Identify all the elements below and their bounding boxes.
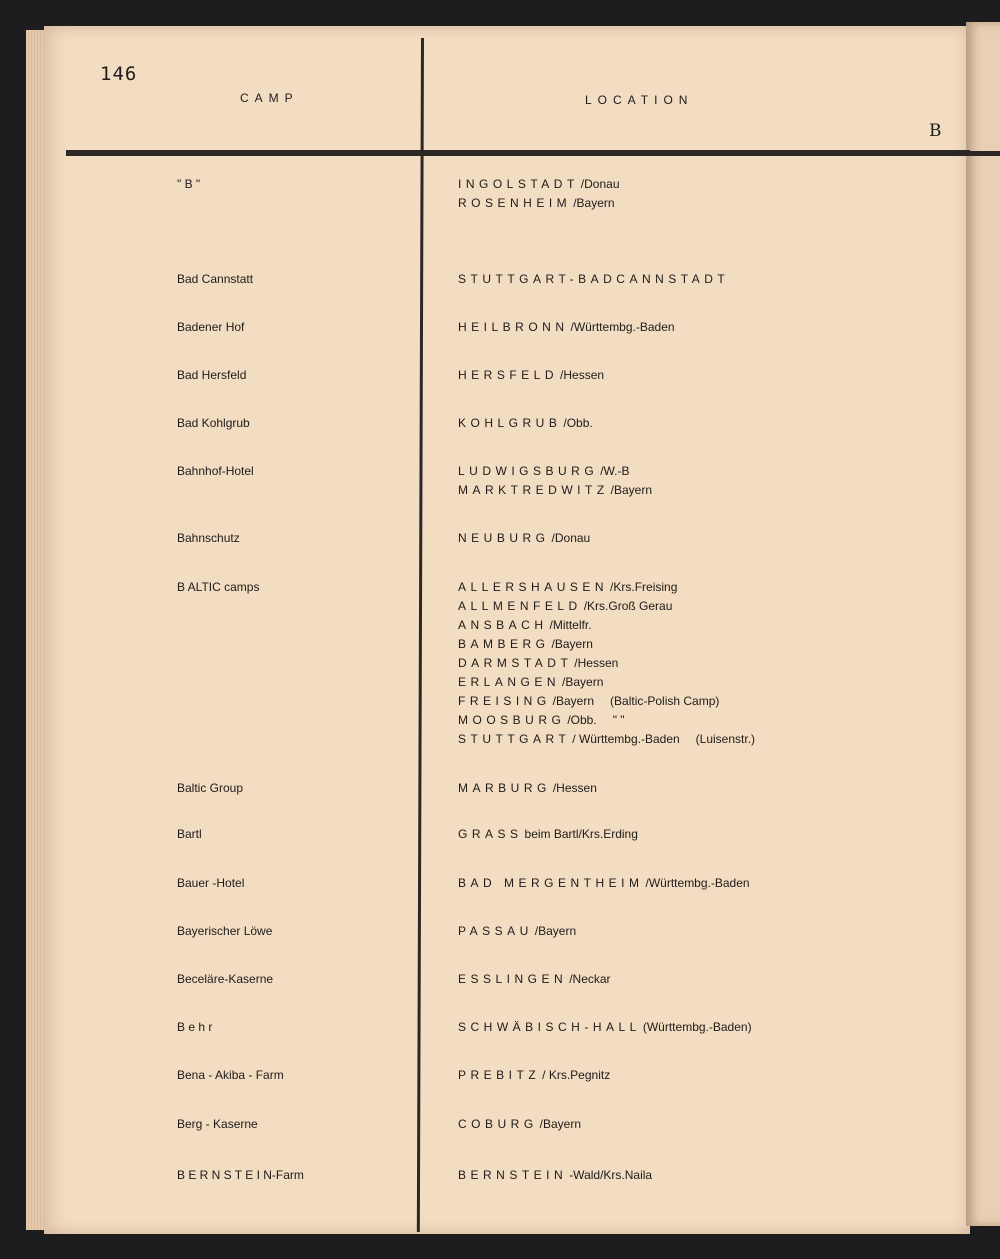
location-line xyxy=(458,1115,597,1134)
column-header-camp: CAMP xyxy=(240,91,299,105)
location-region: /Hessen xyxy=(560,368,605,382)
camp-name: Bahnschutz xyxy=(177,531,240,545)
location-list xyxy=(458,825,654,844)
location-line xyxy=(458,597,755,616)
camp-name: Bena - Akiba - Farm xyxy=(177,1068,284,1082)
location-city: BERNSTEIN xyxy=(458,1168,568,1182)
location-list xyxy=(458,529,606,548)
location-region: /Krs.Groß Gerau xyxy=(583,599,673,613)
location-city: ROSENHEIM xyxy=(458,196,572,210)
location-list xyxy=(458,175,636,213)
location-city: ANSBACH xyxy=(458,618,548,632)
location-list xyxy=(458,1018,768,1037)
camp-name: Bayerischer Löwe xyxy=(177,924,273,938)
adjacent-page-edge xyxy=(966,22,1000,1226)
location-city: MOOSBURG xyxy=(458,713,566,727)
location-city: PASSAU xyxy=(458,924,533,938)
location-region: /Krs.Freising xyxy=(610,580,678,594)
location-region: /Bayern xyxy=(551,637,593,651)
location-city: DARMSTADT xyxy=(458,656,573,670)
location-line xyxy=(458,366,620,385)
location-line xyxy=(458,270,747,289)
camp-name: Bad Hersfeld xyxy=(177,368,247,382)
location-list xyxy=(458,874,766,893)
location-line xyxy=(458,692,755,711)
location-city: ESSLINGEN xyxy=(458,972,568,986)
location-line xyxy=(458,922,592,941)
location-city: BAD MERGENTHEIM xyxy=(458,876,644,890)
location-region: /Donau xyxy=(580,177,620,191)
location-region: /Bayern xyxy=(610,483,653,497)
location-line xyxy=(458,1018,768,1037)
location-line xyxy=(458,175,636,194)
location-line xyxy=(458,730,755,749)
camp-name: " B " xyxy=(177,177,201,191)
location-city: LUDWIGSBURG xyxy=(458,464,599,478)
location-city: INGOLSTADT xyxy=(458,177,579,191)
location-line xyxy=(458,970,627,989)
location-region: /Württembg.-Baden xyxy=(570,320,675,334)
location-region: /Bayern xyxy=(539,1117,582,1131)
location-city: ALLMENFELD xyxy=(458,599,582,613)
location-city: STUTTGART xyxy=(458,732,571,746)
location-region: /Bayern xyxy=(573,196,615,210)
location-region: /Bayern xyxy=(562,675,604,689)
location-list xyxy=(458,318,691,337)
location-city: BAMBERG xyxy=(458,637,550,651)
location-note: (Baltic-Polish Camp) xyxy=(610,694,720,708)
location-city: GRASS xyxy=(458,827,523,841)
location-city: HEILBRONN xyxy=(458,320,569,334)
location-region: /Bayern xyxy=(534,924,577,938)
location-region: /Neckar xyxy=(569,972,611,986)
location-region: /Hessen xyxy=(574,656,619,670)
location-line xyxy=(458,462,668,481)
location-city: ALLERSHAUSEN xyxy=(458,580,609,594)
location-region: /Donau xyxy=(551,531,591,545)
location-list xyxy=(458,779,613,798)
location-line xyxy=(458,616,755,635)
location-line xyxy=(458,635,755,654)
location-list xyxy=(458,270,747,289)
camp-name: Beceläre-Kaserne xyxy=(177,972,274,986)
location-line xyxy=(458,779,613,798)
location-city: MARBURG xyxy=(458,781,551,795)
location-list xyxy=(458,970,627,989)
location-city: MARKTREDWITZ xyxy=(458,483,609,497)
location-note: " " xyxy=(612,713,625,727)
location-region: -Wald/Krs.Naila xyxy=(569,1168,653,1182)
location-line xyxy=(458,318,691,337)
camp-name: Badener Hof xyxy=(177,320,245,334)
location-list xyxy=(458,414,609,433)
camp-name: Bad Cannstatt xyxy=(177,272,254,286)
location-city: FREISING xyxy=(458,694,551,708)
location-region: /Bayern xyxy=(552,694,595,708)
location-region: /Hessen xyxy=(552,781,597,795)
camp-name: Bartl xyxy=(177,827,202,841)
camp-name: Bahnhof-Hotel xyxy=(177,464,254,478)
location-city: HERSFELD xyxy=(458,368,559,382)
location-list xyxy=(458,366,620,385)
location-region: /Mittelfr. xyxy=(549,618,592,632)
header-rule xyxy=(66,150,970,156)
location-region: (Württembg.-Baden) xyxy=(642,1020,752,1034)
location-list xyxy=(458,578,755,749)
location-line xyxy=(458,825,654,844)
column-header-location: LOCATION xyxy=(585,93,694,107)
location-region: /Obb. xyxy=(567,713,597,727)
location-city: ERLANGEN xyxy=(458,675,561,689)
camp-name: Bad Kohlgrub xyxy=(177,416,250,430)
location-line xyxy=(458,711,755,730)
location-list xyxy=(458,1066,626,1085)
location-region: / Krs.Pegnitz xyxy=(542,1068,611,1082)
location-region: /Obb. xyxy=(563,416,593,430)
camp-name: Bauer -Hotel xyxy=(177,876,245,890)
location-city: NEUBURG xyxy=(458,531,550,545)
location-line xyxy=(458,673,755,692)
location-line xyxy=(458,1166,668,1185)
section-letter: B xyxy=(929,121,942,141)
location-list xyxy=(458,1166,668,1185)
location-line xyxy=(458,414,609,433)
location-line xyxy=(458,874,766,893)
location-region: /W.-B xyxy=(600,464,630,478)
location-region: / Württembg.-Baden xyxy=(572,732,680,746)
location-city: SCHWÄBISCH-HALL xyxy=(458,1020,641,1034)
location-region: beim Bartl/Krs.Erding xyxy=(524,827,638,841)
location-city: KOHLGRUB xyxy=(458,416,562,430)
location-line xyxy=(458,654,755,673)
location-line xyxy=(458,481,668,500)
camp-name: Berg - Kaserne xyxy=(177,1117,258,1131)
camp-name: B ALTIC camps xyxy=(177,580,260,594)
location-line xyxy=(458,1066,626,1085)
location-city: STUTTGART-BADCANNSTADT xyxy=(458,272,730,286)
adjacent-page-rule xyxy=(970,151,1000,156)
camp-name: B e h r xyxy=(177,1020,213,1034)
location-city: COBURG xyxy=(458,1117,538,1131)
location-line xyxy=(458,529,606,548)
camp-name: Baltic Group xyxy=(177,781,244,795)
location-list xyxy=(458,462,668,500)
page-number: 146 xyxy=(100,63,138,85)
location-list xyxy=(458,922,592,941)
location-note: (Luisenstr.) xyxy=(695,732,756,746)
location-line xyxy=(458,194,636,213)
location-line xyxy=(458,578,755,597)
location-city: PREBITZ xyxy=(458,1068,541,1082)
location-list xyxy=(458,1115,597,1134)
camp-name: B E R N S T E I N-Farm xyxy=(177,1168,304,1182)
location-region: /Württembg.-Baden xyxy=(645,876,750,890)
